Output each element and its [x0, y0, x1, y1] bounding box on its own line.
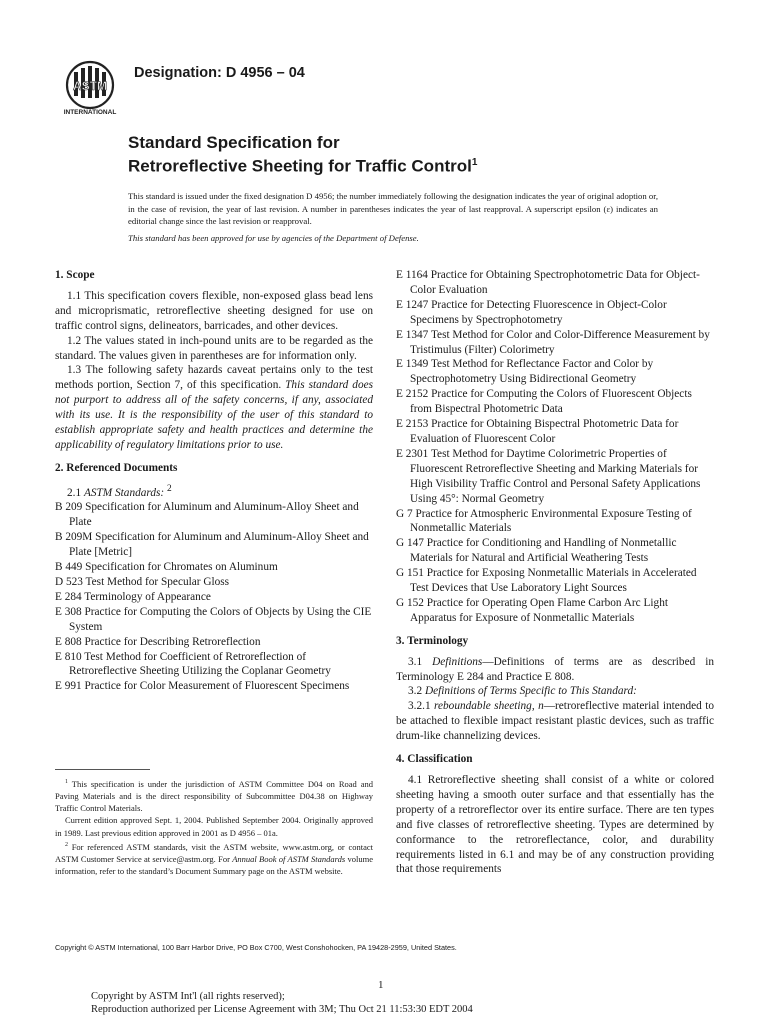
right-column — [396, 268, 714, 877]
astm-logo — [60, 58, 120, 116]
reference-item: E 1349 Test Method for Reflectance Factor and Color by Spectrophotometry Using Bidirectional Geometry — [396, 358, 654, 386]
scope-1-3 — [55, 363, 373, 452]
terminology-3-1-text: —Definitions of terms are as described in Terminology E 284 and Practice E 808. — [396, 655, 714, 683]
left-column — [55, 268, 373, 694]
footnote-1-text: This specification is under the jurisdiction of ASTM Committee D04 on Road and Paving Materials and is the direct responsibility of Subcommittee D04.38 on Highway Traffic Control Materials. — [55, 778, 373, 814]
reference-item: D 523 Test Method for Specular Gloss — [55, 575, 230, 588]
issue-note: This standard is issued under the fixed designation D 4956; the number immediately following the designation indicates the year of original adoption or, in the case of revision, the year of last revision. A number in parentheses indicates the year of last reapproval. A superscript epsilon (ε) indicates an editorial change since the last revision or reapproval. — [128, 191, 658, 227]
reference-item: B 209 Specification for Aluminum and Aluminum-Alloy Sheet and Plate — [55, 501, 359, 529]
title-footnote-mark: 1 — [471, 157, 478, 168]
footnotes — [55, 776, 373, 877]
terminology-3-1-term: Definitions — [432, 655, 483, 668]
footnote-1-mark: 1 — [65, 779, 68, 785]
scope-1-1: 1.1 This specification covers flexible, non-exposed glass bead lens and microprismatic, retroreflective sheeting designed for use on traffic control signs, delineators, barricades, and other devices. — [55, 289, 373, 332]
referenced-heading: 2. Referenced Documents — [55, 461, 178, 474]
astm-standards-number: 2.1 — [67, 486, 84, 499]
reference-item: E 810 Test Method for Coefficient of Retroreflection of Retroreflective Sheeting Utilizing the Coplanar Geometry — [55, 650, 331, 678]
classification-heading: 4. Classification — [396, 753, 473, 766]
reference-item: B 209M Specification for Aluminum and Aluminum-Alloy Sheet and Plate [Metric] — [55, 531, 369, 559]
terminology-3-1 — [396, 655, 714, 685]
footnote-2-italic: Annual Book of ASTM Standards — [232, 853, 346, 864]
reference-item: E 2301 Test Method for Daytime Colorimetric Properties of Fluorescent Retroreflective Sheeting and Marking Materials for High Visibility Traffic Control and Personal Safety Applications Using 45°: Normal Geometry — [396, 447, 701, 505]
reproduction-line-2: Reproduction authorized per License Agreement with 3M; Thu Oct 21 11:53:30 EDT 2004 — [91, 1004, 473, 1015]
reference-item: E 808 Practice for Describing Retroreflection — [55, 635, 261, 648]
reference-item: E 1347 Test Method for Color and Color-Difference Measurement by Tristimulus (Filter) Colorimetry — [396, 328, 710, 356]
terminology-3-2-term: Definitions of Terms Specific to This Standard: — [424, 685, 637, 698]
astm-standards-text: ASTM Standards: — [83, 486, 165, 499]
reference-item: B 449 Specification for Chromates on Aluminum — [55, 561, 278, 574]
footnote-1 — [55, 776, 373, 814]
reference-item: E 308 Practice for Computing the Colors of Objects by Using the CIE System — [55, 605, 372, 633]
title-line-2 — [128, 153, 688, 177]
footnote-2 — [55, 839, 373, 877]
footnote-2-end: volume information, refer to the standard’s Document Summary page on the ASTM website. — [55, 853, 373, 877]
terminology-3-2-num: 3.2 — [408, 685, 425, 698]
terminology-3-2-1-num: 3.2.1 — [408, 700, 435, 713]
scope-heading: 1. Scope — [55, 269, 95, 281]
terminology-heading: 3. Terminology — [396, 634, 469, 647]
classification-4-1: 4.1 Retroreflective sheeting shall consist of a white or colored sheeting having a smooth outer surface and that essentially has the property of a retroreflector over its entire surface. There are ten types and five classes of retroreflective sheeting. Types are determined by conformance to the retroreflectance, color, and durability requirements listed in 6.1 and may be of any construction providing that those requirements — [396, 774, 714, 876]
title-block — [128, 133, 688, 177]
reference-list-right — [396, 268, 714, 626]
designation: Designation: D 4956 – 04 — [134, 65, 305, 81]
reference-item: G 151 Practice for Exposing Nonmetallic Materials in Accelerated Test Devices that Use Laboratory Light Sources — [396, 567, 697, 595]
astm-standards-label — [55, 482, 373, 501]
reference-item: E 2153 Practice for Obtaining Bispectral Photometric Data for Evaluation of Fluorescent Color — [396, 418, 679, 445]
footnote-2-text: For referenced ASTM standards, visit the ASTM website, www.astm.org, or contact ASTM Customer Service at service@astm.org. For — [55, 841, 373, 864]
logo-subtext: INTERNATIONAL — [63, 109, 117, 116]
reference-item: G 152 Practice for Operating Open Flame Carbon Arc Light Apparatus for Exposure of Nonmetallic Materials — [396, 596, 668, 624]
footnote-rule — [55, 769, 150, 770]
copyright-line: Copyright © ASTM International, 100 Barr Harbor Drive, PO Box C700, West Conshohocken, PA 19428-2959, United States. — [55, 943, 457, 952]
approval-note: This standard has been approved for use by agencies of the Department of Defense. — [128, 233, 419, 243]
scope-1-3-text: 1.3 The following safety hazards caveat pertains only to the test methods portion, Section 7, of this specification. — [55, 364, 373, 392]
reference-item: G 7 Practice for Atmospheric Environmental Exposure Testing of Nonmetallic Materials — [396, 507, 692, 535]
terminology-3-2-1 — [396, 699, 714, 744]
footnote-2-mark: 2 — [65, 841, 68, 848]
reference-item: E 1164 Practice for Obtaining Spectrophotometric Data for Object-Color Evaluation — [396, 269, 700, 296]
page-number: 1 — [378, 979, 384, 991]
reference-item: E 2152 Practice for Computing the Colors of Fluorescent Objects from Bispectral Photometric Data — [396, 388, 692, 416]
reproduction-line-1: Copyright by ASTM Int'l (all rights reserved); — [91, 991, 285, 1002]
terminology-3-2-1-text: —retroreflective material intended to be attached to flexible impact resistant plastic devices, such as traffic drum-like channelizing devices. — [396, 700, 715, 743]
reference-item: E 284 Terminology of Appearance — [55, 590, 211, 603]
terminology-3-1-num: 3.1 — [408, 655, 433, 668]
footnote-1-edition: Current edition approved Sept. 1, 2004. Published September 2004. Originally approved in 1989. Last previous edition approved in 2001 as D 4956 – 01a. — [55, 815, 373, 838]
title-line-1: Standard Specification for — [128, 133, 340, 152]
reference-item: E 1247 Practice for Detecting Fluorescence in Object-Color Specimens by Spectrophotometry — [396, 298, 667, 326]
reference-item: E 991 Practice for Color Measurement of Fluorescent Specimens — [55, 680, 350, 693]
reference-list-left — [55, 500, 373, 694]
reference-item: G 147 Practice for Conditioning and Handling of Nonmetallic Materials for Natural and Artificial Weathering Tests — [396, 537, 677, 565]
title-text: Retroreflective Sheeting for Traffic Control — [128, 156, 472, 176]
logo-text: ASTM — [73, 79, 107, 93]
scope-1-2: 1.2 The values stated in inch-pound units are to be regarded as the standard. The values given in parentheses are for information only. — [55, 334, 373, 362]
astm-standards-mark: 2 — [167, 483, 172, 494]
terminology-3-2 — [396, 684, 714, 699]
terminology-3-2-1-term: reboundable sheeting, n — [434, 700, 544, 713]
scope-1-3-caveat: This standard does not purport to address all of the safety concerns, if any, associated with its use. It is the responsibility of the user of this standard to establish appropriate safety and health practices and determine the applicability of regulatory limitations prior to use. — [55, 379, 374, 451]
